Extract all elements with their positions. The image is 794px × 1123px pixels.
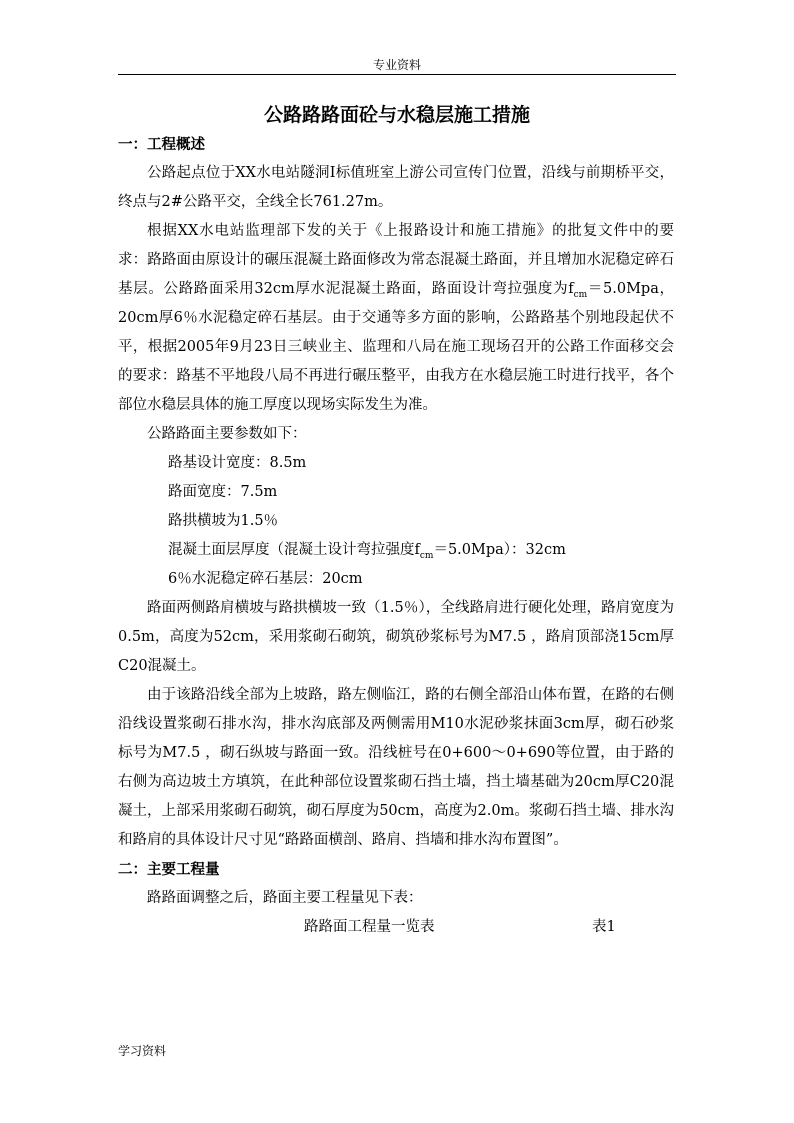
paragraph-approval — [118, 217, 674, 420]
table-caption-row — [118, 913, 674, 942]
param-subgrade-width: 路基设计宽度：8.5m — [168, 455, 307, 471]
param-concrete-text-a: 混凝土面层厚度（混凝土设计弯拉强度f — [168, 542, 420, 558]
paragraph-approval-text-b: ＝5.0Mpa，20cm厚6％水泥稳定碎石基层。由于交通等多方面的影响，公路路基个别地段起伏不平，根据2005年9月23日三峡业主、监理和八局在施工现场召开的公路工作面移交会的要求：路基不平地段八局不再进行碾压整平，由我方在水稳层施工时进行找平，各个部位水稳层具体的施工厚度以现场实际发生为准。 — [118, 281, 674, 413]
document-body — [118, 130, 674, 942]
section-heading-quantities: 二：主要工程量 — [118, 861, 220, 878]
paragraph-route: 公路起点位于XX水电站隧洞Ⅰ标值班室上游公司宣传门位置，沿线与前期桥平交，终点与2#公路平交，全线全长761.27m。 — [118, 165, 674, 210]
param-concrete-thickness — [118, 536, 674, 565]
subscript-cm: cm — [419, 550, 434, 561]
subscript-cm: cm — [573, 289, 588, 300]
paragraph-drainage: 由于该路沿线全部为上坡路，路左侧临江，路的右侧全部沿山体布置，在路的右侧沿线设置浆砌石排水沟，排水沟底部及两侧需用M10水泥砂浆抹面3cm厚，砌石砂浆标号为M7.5 ，砌石纵坡与路面一致。沿线桩号在0+600～0+690等位置，由于路的右侧为高边坡土方填筑，在此种部位设置浆砌石挡土墙，挡土墙基础为20cm厚C20混凝土，上部采用浆砌石砌筑，砌石厚度为50cm，高度为2.0m。浆砌石挡土墙、排水沟和路肩的具体设计尺寸见“路路面横剖、路肩、挡墙和排水沟布置图”。 — [118, 687, 674, 848]
table-caption: 路路面工程量一览表 — [304, 919, 435, 935]
section-heading-overview: 一：工程概述 — [118, 136, 205, 153]
page-header: 专业资料 — [372, 58, 421, 72]
paragraph-shoulder: 路面两侧路肩横坡与路拱横坡一致（1.5％），全线路肩进行硬化处理，路肩宽度为0.5m，高度为52cm，采用浆砌石砌筑，砌筑砂浆标号为M7.5 ，路肩顶部浇15cm厚C20混凝土。 — [118, 600, 674, 674]
params-intro: 公路路面主要参数如下： — [147, 426, 307, 442]
table-number: 表1 — [592, 919, 616, 935]
param-base-layer: 6％水泥稳定碎石基层：20cm — [168, 571, 363, 587]
param-pavement-width: 路面宽度：7.5m — [168, 484, 278, 500]
param-crown-slope: 路拱横坡为1.5％ — [168, 513, 279, 529]
paragraph-approval-text-a: 根据XX水电站监理部下发的关于《上报路设计和施工措施》的批复文件中的要求：路路面由原设计的碾压混凝土路面修改为常态混凝土路面，并且增加水泥稳定碎石基层。公路路面采用32cm厚水泥混凝土路面，路面设计弯拉强度为f — [118, 223, 674, 297]
page-footer: 学习资料 — [118, 1044, 167, 1058]
header-rule — [118, 74, 676, 75]
param-concrete-text-b: ＝5.0Mpa）：32cm — [433, 542, 566, 558]
quantities-intro: 路路面调整之后，路面主要工程量见下表： — [147, 890, 423, 906]
document-title: 公路路路面砼与水稳层施工措施 — [263, 104, 530, 126]
